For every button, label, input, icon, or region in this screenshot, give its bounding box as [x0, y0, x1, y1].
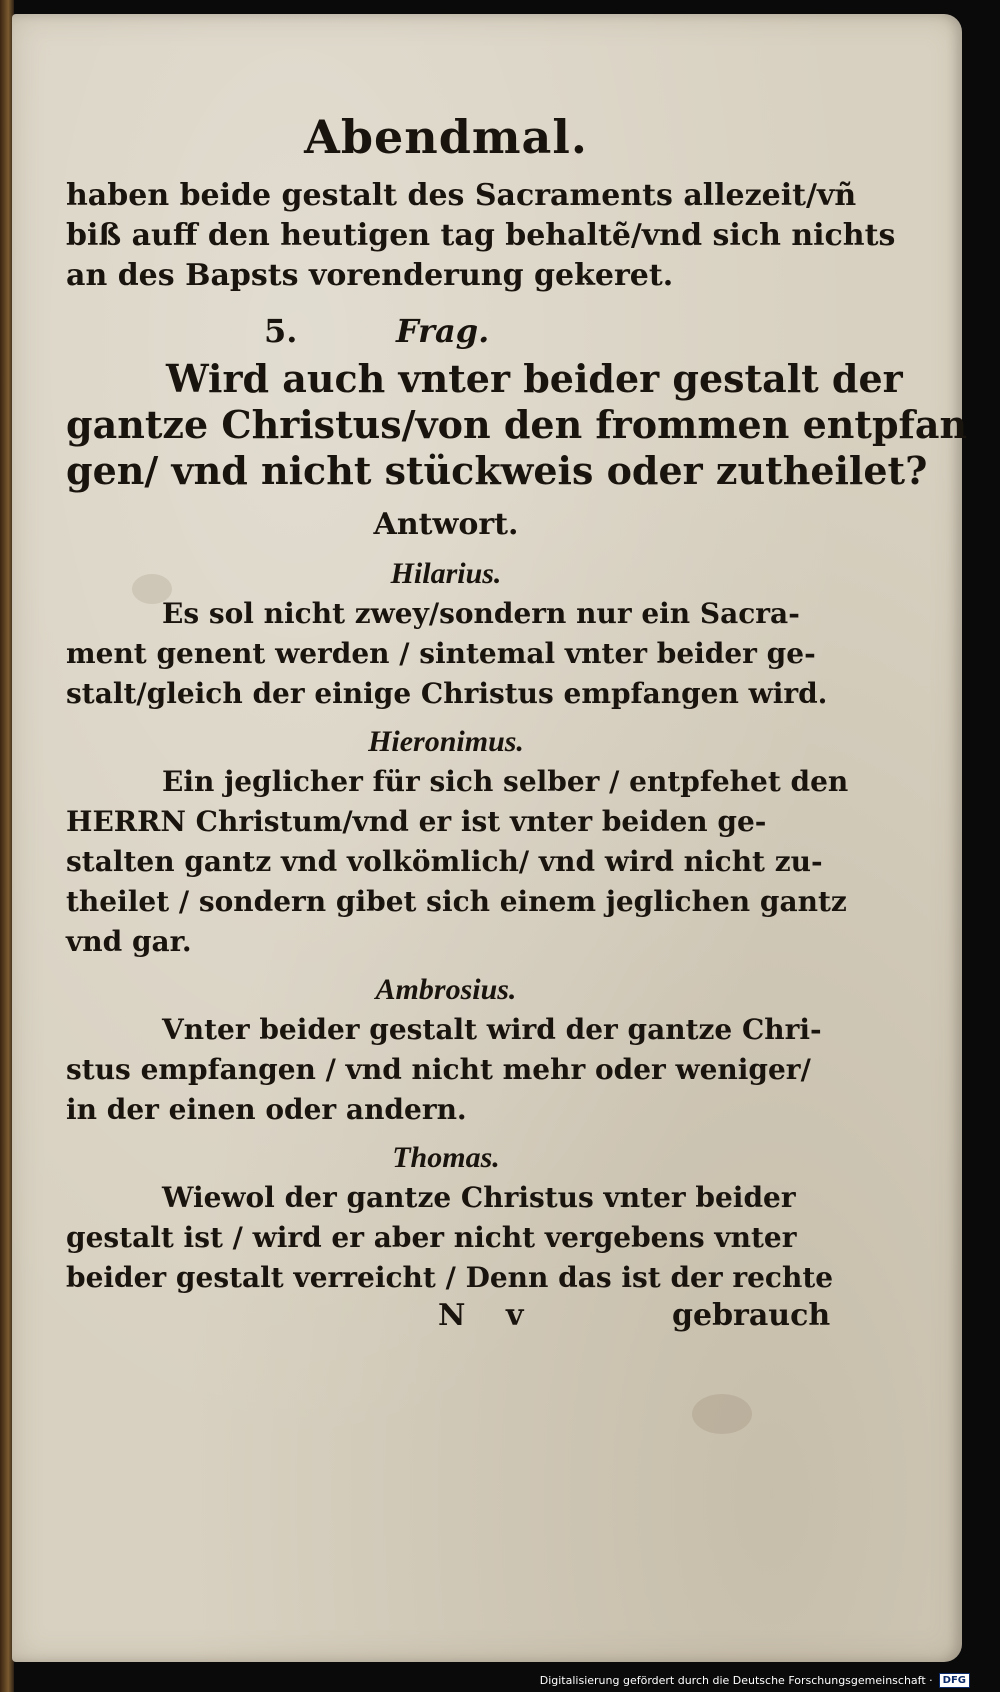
text-line: beider gestalt verreicht / Denn das ist der rechte — [66, 1261, 834, 1294]
signature-mark: N — [438, 1298, 466, 1333]
text-line: haben beide gestalt des Sacraments allezeit/vñ — [66, 178, 857, 213]
credit-text: Digitalisierung gefördert durch die Deutsche Forschungsgemeinschaft · — [539, 1674, 933, 1687]
text-line: stus empfangen / vnd nicht mehr oder weniger/ — [66, 1053, 811, 1086]
paper-stain — [692, 1394, 752, 1434]
text-line: Ein jeglicher für sich selber / entpfehet den — [162, 765, 849, 798]
answer-label: Antwort. — [373, 507, 519, 542]
text-line: Vnter beider gestalt wird der gantze Chri- — [162, 1013, 822, 1046]
book-page — [12, 14, 968, 1662]
quote-ambrosius — [66, 970, 826, 1130]
intro-paragraph — [66, 176, 896, 296]
quote-hieronimus — [66, 722, 849, 962]
quote-author: Hilarius. — [390, 557, 502, 590]
text-line: ment genent werden / sintemal vnter beider ge- — [66, 637, 816, 670]
text-line: theilet / sondern gibet sich einem jeglichen gantz — [66, 885, 847, 918]
digitization-credit — [540, 1673, 970, 1688]
page-headline: Abendmal. — [304, 110, 588, 164]
question-text — [66, 356, 968, 494]
signature-number: v — [506, 1298, 524, 1333]
text-line: vnd gar. — [66, 925, 192, 958]
text-line: Wird auch vnter beider gestalt der — [166, 356, 903, 401]
text-line: Wiewol der gantze Christus vnter beider — [162, 1181, 796, 1214]
page-footer — [66, 1298, 831, 1342]
text-line: in der einen oder andern. — [66, 1093, 467, 1126]
question-number: 5. — [264, 312, 298, 350]
question-label: Frag. — [396, 312, 490, 350]
quote-author: Ambrosius. — [375, 973, 517, 1006]
dfg-logo: DFG — [939, 1673, 970, 1688]
text-line: HERRN Christum/vnd er ist vnter beiden ge- — [66, 805, 767, 838]
text-line: gestalt ist / wird er aber nicht vergebens vnter — [66, 1221, 797, 1254]
question-heading — [66, 310, 826, 356]
text-line: Es sol nicht zwey/sondern nur ein Sacra- — [162, 597, 800, 630]
quote-author: Thomas. — [392, 1141, 500, 1174]
text-line: biß auff den heutigen tag behaltẽ/vnd sich nichts — [66, 218, 896, 253]
quote-thomas — [66, 1138, 834, 1298]
text-line: an des Bapsts vorenderung gekeret. — [66, 258, 674, 293]
catchword: gebrauch — [672, 1298, 831, 1333]
page-text — [66, 110, 968, 1342]
text-line: gantze Christus/von den frommen entpfan — [66, 402, 968, 447]
text-line: gen/ vnd nicht stückweis oder zutheilet? — [66, 448, 928, 493]
text-line: stalt/gleich der einige Christus empfangen wird. — [66, 677, 828, 710]
quote-author: Hieronimus. — [368, 725, 524, 758]
text-line: stalten gantz vnd volkömlich/ vnd wird nicht zu- — [66, 845, 823, 878]
quote-hilarius — [66, 554, 826, 714]
